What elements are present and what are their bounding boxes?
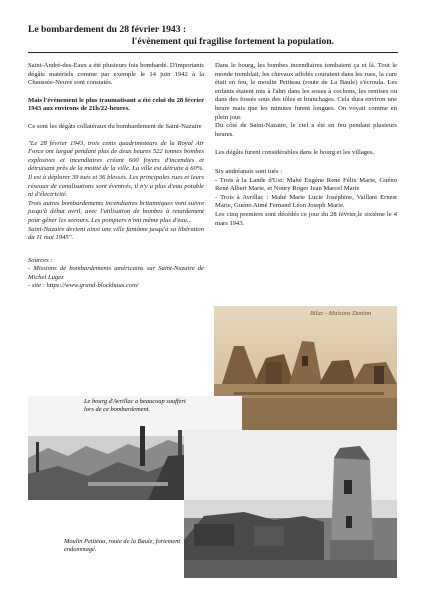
page-title [28, 24, 398, 48]
victims-avrillac: - Trois à Avrillac : Mahé Marie Lucie Joséphine, Vaillant Ernest Marie, Guéno Aimé Fernand Léon Joseph Marie. [215, 193, 397, 210]
quote-paragraph: Trois autres bombardements incendiaires britanniques vont suivre jusqu'à début avril, avec l'utilisation de bombes à retardement pour gêner les secours. Les pompiers n'ont même plus d'eau... [28, 199, 204, 224]
right-column [215, 62, 397, 228]
victims-dates: Les cinq premiers sont décédés ce jour du 28 février,le sixième le 4 mars 1943. [215, 210, 397, 227]
collateral-paragraph: Ce sont les dégâts collatéraux du bombardement de Saint-Nazaire [28, 122, 202, 130]
trauma-paragraph: Mais l'évènement le plus traumatisant a été celui du 28 février 1943 aux environs de 21h/22-heures. [28, 96, 204, 113]
moulin-caption: Moulin Petiteau, route de la Baule, fortement endommagé. [64, 538, 181, 554]
source-link[interactable]: - site : https://www.grand-blockhaus.com/ [28, 282, 139, 290]
sources-block [28, 257, 204, 291]
bourg-paragraph: Dans le bourg, les bombes incendiaires tombaient ça et là. Tout le monde tremblait, les chevaux affolés couraient dans les rues, la cure était en feu, le moulin Petiteau (route de La Baule) s'écroula. Les enfants étaient mis à l'abri dans les soues à cochons, les remises ou dans des fossés sous des tôles et branchages. Cela dura environ une heure mais que les minutes furent longues. On voyait comme en plein jour. [215, 62, 397, 121]
victims-heading: Six andréanais sont tués : [215, 167, 283, 175]
title-divider [28, 52, 398, 53]
left-column [28, 62, 204, 291]
victims-lande: - Trois à la Lande d'Ust: Mahé Eugène René Félix Marie, Guéno René Albert Marie, et Noury Roger Jean Marcel Marie [215, 176, 397, 193]
sky-paragraph: Du côté de Saint-Nazaire, le ciel a été en feu pendant plusieurs heures. [215, 122, 397, 138]
quote-block [28, 140, 204, 243]
quote-paragraph: "Le 28 février 1943, trois cents quadrimoteurs de la Royal Air Force ont largué pendant plus de deux heures 522 tonnes bombes explosives et incendiaires créant 600 foyers d'incendies et détruisant près de la moitié de la ville. La ville est détruite à 60%. Il est à déplorer 39 tués et 36 blessés. Les principales rues et leurs réseaux de canalisations sont éventrés, il n'y a plus d'eau potable ni d'électricité. [28, 139, 204, 199]
quote-paragraph: Saint-Nazaire devient ainsi une ville fantôme jusqu'à sa libération du 11 mai 1945". [28, 225, 204, 242]
moulin-photo [184, 430, 397, 578]
title-line-2: l'évènement qui fragilise fortement la population. [132, 36, 334, 47]
sources-heading: Sources : [28, 256, 53, 264]
damage-paragraph: Les dégâts furent considérables dans le bourg et les villages. [215, 149, 375, 157]
source-item: - Missions de bombardements américains sur Saint-Nazaire de Michel Lugez [28, 265, 204, 281]
intro-paragraph: Saint-André-des-Eaux a été plusieurs fois bombardé. D'importants dégâts matériels comme par exemple le 14 juin 1942 à la Chaussée-Neuve sont constatés. [28, 62, 204, 87]
avrillac-caption: Le bourg d'Avrillac a beaucoup souffert lors de ce bombardement. [84, 398, 186, 414]
bilac-caption: Bilac - Maisons Danion [310, 310, 372, 317]
title-line-1: Le bombardement du 28 février 1943 : [28, 24, 187, 35]
